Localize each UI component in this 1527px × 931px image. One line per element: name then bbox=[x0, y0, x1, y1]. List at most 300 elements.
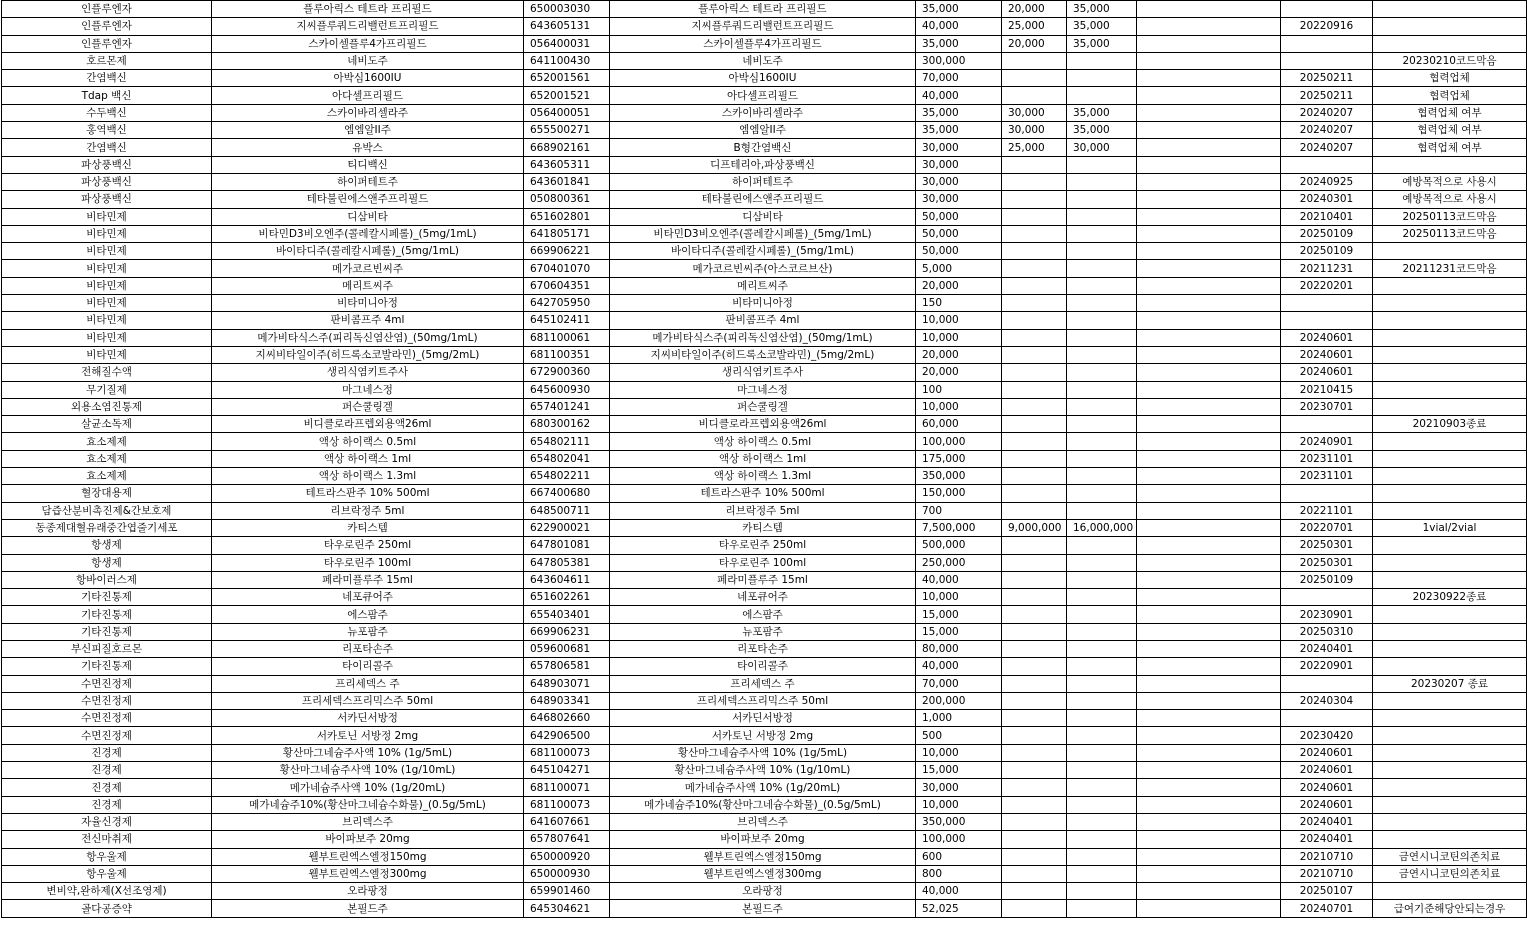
date-cell: 20230901 bbox=[1281, 606, 1373, 623]
date-cell bbox=[1281, 35, 1373, 52]
price-cell: 10,000 bbox=[916, 589, 1002, 606]
code-cell: 659901460 bbox=[524, 883, 610, 900]
price2-cell bbox=[1002, 295, 1067, 312]
price2-cell bbox=[1002, 658, 1067, 675]
note-cell bbox=[1373, 295, 1527, 312]
price2-cell bbox=[1002, 416, 1067, 433]
category-cell: 변비약,완하제(X선조영제) bbox=[2, 883, 212, 900]
price-cell: 600 bbox=[916, 848, 1002, 865]
blank-cell bbox=[1137, 312, 1281, 329]
code-cell: 645104271 bbox=[524, 762, 610, 779]
code-cell: 668902161 bbox=[524, 139, 610, 156]
category-cell: 항우울제 bbox=[2, 848, 212, 865]
category-cell: 항생제 bbox=[2, 537, 212, 554]
price2-cell bbox=[1002, 52, 1067, 69]
price2-cell: 30,000 bbox=[1002, 122, 1067, 139]
price3-cell: 16,000,000 bbox=[1067, 519, 1137, 536]
table-row bbox=[2, 18, 1527, 35]
table-row bbox=[2, 468, 1527, 485]
price-cell: 70,000 bbox=[916, 675, 1002, 692]
category-cell: 수면진정제 bbox=[2, 727, 212, 744]
category-cell: 파상풍백신 bbox=[2, 156, 212, 173]
note-cell bbox=[1373, 433, 1527, 450]
price-cell: 50,000 bbox=[916, 243, 1002, 260]
price-cell: 80,000 bbox=[916, 640, 1002, 657]
date-cell: 20240601 bbox=[1281, 779, 1373, 796]
price2-cell bbox=[1002, 468, 1067, 485]
product-name-cell: 플루아릭스 테트라 프리필드 bbox=[212, 1, 524, 18]
category-cell: 수면진정제 bbox=[2, 692, 212, 709]
product-name-cell: 엠엠알II주 bbox=[212, 122, 524, 139]
product-name-cell: 프리세덱스프리믹스주 50ml bbox=[212, 692, 524, 709]
blank-cell bbox=[1137, 225, 1281, 242]
price2-cell bbox=[1002, 191, 1067, 208]
note-cell bbox=[1373, 450, 1527, 467]
table-row bbox=[2, 433, 1527, 450]
generic-name-cell: 서카딘서방정 bbox=[610, 710, 916, 727]
product-name-cell: 바이타디주(콜레칼시페롤)_(5mg/1mL) bbox=[212, 243, 524, 260]
price-cell: 200,000 bbox=[916, 692, 1002, 709]
blank-cell bbox=[1137, 191, 1281, 208]
code-cell: 648500711 bbox=[524, 502, 610, 519]
blank-cell bbox=[1137, 295, 1281, 312]
date-cell bbox=[1281, 1, 1373, 18]
category-cell: 효소제제 bbox=[2, 433, 212, 450]
product-name-cell: 오라팡정 bbox=[212, 883, 524, 900]
table-row bbox=[2, 364, 1527, 381]
category-cell: 항우울제 bbox=[2, 865, 212, 882]
code-cell: 056400051 bbox=[524, 104, 610, 121]
blank-cell bbox=[1137, 70, 1281, 87]
code-cell: 647801081 bbox=[524, 537, 610, 554]
category-cell: 기타진통제 bbox=[2, 606, 212, 623]
price2-cell bbox=[1002, 260, 1067, 277]
product-name-cell: 서카토닌 서방정 2mg bbox=[212, 727, 524, 744]
date-cell bbox=[1281, 156, 1373, 173]
code-cell: 645600930 bbox=[524, 381, 610, 398]
price-cell: 30,000 bbox=[916, 156, 1002, 173]
price3-cell bbox=[1067, 571, 1137, 588]
date-cell: 20210710 bbox=[1281, 848, 1373, 865]
blank-cell bbox=[1137, 606, 1281, 623]
date-cell: 20250301 bbox=[1281, 554, 1373, 571]
note-cell bbox=[1373, 623, 1527, 640]
price3-cell: 35,000 bbox=[1067, 18, 1137, 35]
category-cell: 골다공증약 bbox=[2, 900, 212, 917]
date-cell: 20250301 bbox=[1281, 537, 1373, 554]
price2-cell bbox=[1002, 744, 1067, 761]
price3-cell bbox=[1067, 243, 1137, 260]
blank-cell bbox=[1137, 156, 1281, 173]
note-cell bbox=[1373, 796, 1527, 813]
price2-cell bbox=[1002, 485, 1067, 502]
price3-cell bbox=[1067, 364, 1137, 381]
blank-cell bbox=[1137, 848, 1281, 865]
price2-cell bbox=[1002, 243, 1067, 260]
blank-cell bbox=[1137, 364, 1281, 381]
code-cell: 657401241 bbox=[524, 398, 610, 415]
product-name-cell: 액상 하이랙스 1.3ml bbox=[212, 468, 524, 485]
generic-name-cell: 아박심1600IU bbox=[610, 70, 916, 87]
category-cell: 비타민제 bbox=[2, 312, 212, 329]
table-row bbox=[2, 208, 1527, 225]
blank-cell bbox=[1137, 658, 1281, 675]
generic-name-cell: 네비도주 bbox=[610, 52, 916, 69]
code-cell: 670401070 bbox=[524, 260, 610, 277]
date-cell: 20230701 bbox=[1281, 398, 1373, 415]
code-cell: 648903341 bbox=[524, 692, 610, 709]
date-cell: 20240601 bbox=[1281, 346, 1373, 363]
price-cell: 40,000 bbox=[916, 658, 1002, 675]
price-cell: 35,000 bbox=[916, 1, 1002, 18]
price3-cell bbox=[1067, 883, 1137, 900]
blank-cell bbox=[1137, 260, 1281, 277]
price3-cell bbox=[1067, 225, 1137, 242]
table-row bbox=[2, 606, 1527, 623]
price3-cell bbox=[1067, 900, 1137, 917]
category-cell: 진경제 bbox=[2, 744, 212, 761]
price3-cell bbox=[1067, 346, 1137, 363]
product-name-cell: 비디클로라프렙외용액26ml bbox=[212, 416, 524, 433]
price-cell: 10,000 bbox=[916, 796, 1002, 813]
generic-name-cell: 마그네스정 bbox=[610, 381, 916, 398]
price2-cell bbox=[1002, 796, 1067, 813]
price3-cell bbox=[1067, 173, 1137, 190]
price3-cell bbox=[1067, 623, 1137, 640]
table-row bbox=[2, 502, 1527, 519]
note-cell: 20230210코드막음 bbox=[1373, 52, 1527, 69]
generic-name-cell: 황산마그네슘주사액 10% (1g/10mL) bbox=[610, 762, 916, 779]
note-cell: 협력업체 여부 bbox=[1373, 104, 1527, 121]
price-cell: 15,000 bbox=[916, 623, 1002, 640]
generic-name-cell: 메가네슘주10%(황산마그네슘수화물)_(0.5g/5mL) bbox=[610, 796, 916, 813]
note-cell bbox=[1373, 468, 1527, 485]
table-row bbox=[2, 519, 1527, 536]
table-row bbox=[2, 865, 1527, 882]
price2-cell bbox=[1002, 900, 1067, 917]
generic-name-cell: 스카이셀플루4가프리필드 bbox=[610, 35, 916, 52]
category-cell: 진경제 bbox=[2, 779, 212, 796]
price-cell: 40,000 bbox=[916, 883, 1002, 900]
generic-name-cell: 바이타디주(콜레칼시페롤)_(5mg/1mL) bbox=[610, 243, 916, 260]
price2-cell bbox=[1002, 156, 1067, 173]
table-row bbox=[2, 727, 1527, 744]
code-cell: 650000920 bbox=[524, 848, 610, 865]
note-cell bbox=[1373, 883, 1527, 900]
price3-cell bbox=[1067, 485, 1137, 502]
price2-cell bbox=[1002, 87, 1067, 104]
product-name-cell: 카티스템 bbox=[212, 519, 524, 536]
note-cell bbox=[1373, 329, 1527, 346]
table-row bbox=[2, 485, 1527, 502]
table-body bbox=[2, 1, 1527, 918]
code-cell: 670604351 bbox=[524, 277, 610, 294]
price3-cell bbox=[1067, 295, 1137, 312]
category-cell: 간염백신 bbox=[2, 70, 212, 87]
category-cell: 효소제제 bbox=[2, 450, 212, 467]
table-row bbox=[2, 779, 1527, 796]
generic-name-cell: 본필드주 bbox=[610, 900, 916, 917]
code-cell: 646802660 bbox=[524, 710, 610, 727]
code-cell: 645102411 bbox=[524, 312, 610, 329]
price-cell: 10,000 bbox=[916, 744, 1002, 761]
table-row bbox=[2, 883, 1527, 900]
product-name-cell: 판비콤프주 4ml bbox=[212, 312, 524, 329]
price3-cell: 35,000 bbox=[1067, 35, 1137, 52]
category-cell: 간염백신 bbox=[2, 139, 212, 156]
price3-cell bbox=[1067, 52, 1137, 69]
price2-cell bbox=[1002, 364, 1067, 381]
generic-name-cell: 퍼슨쿨링겔 bbox=[610, 398, 916, 415]
table-row bbox=[2, 675, 1527, 692]
price3-cell bbox=[1067, 813, 1137, 830]
code-cell: 681100073 bbox=[524, 744, 610, 761]
price-cell: 7,500,000 bbox=[916, 519, 1002, 536]
code-cell: 647805381 bbox=[524, 554, 610, 571]
price3-cell bbox=[1067, 692, 1137, 709]
date-cell: 20210710 bbox=[1281, 865, 1373, 882]
category-cell: 기타진통제 bbox=[2, 658, 212, 675]
generic-name-cell: 에스팜주 bbox=[610, 606, 916, 623]
code-cell: 645304621 bbox=[524, 900, 610, 917]
price-cell: 35,000 bbox=[916, 122, 1002, 139]
price2-cell bbox=[1002, 606, 1067, 623]
price-cell: 10,000 bbox=[916, 398, 1002, 415]
product-name-cell: 스카이바리셀라주 bbox=[212, 104, 524, 121]
product-name-cell: 메가네슘주10%(황산마그네슘수화물)_(0.5g/5mL) bbox=[212, 796, 524, 813]
price-cell: 15,000 bbox=[916, 606, 1002, 623]
price3-cell bbox=[1067, 398, 1137, 415]
price3-cell: 35,000 bbox=[1067, 104, 1137, 121]
price-cell: 20,000 bbox=[916, 346, 1002, 363]
date-cell: 20240601 bbox=[1281, 329, 1373, 346]
category-cell: 혈장대용제 bbox=[2, 485, 212, 502]
price3-cell bbox=[1067, 796, 1137, 813]
category-cell: 비타민제 bbox=[2, 295, 212, 312]
code-cell: 657806581 bbox=[524, 658, 610, 675]
generic-name-cell: 판비콤프주 4ml bbox=[610, 312, 916, 329]
date-cell: 20221101 bbox=[1281, 502, 1373, 519]
category-cell: 수면진정제 bbox=[2, 710, 212, 727]
table-row bbox=[2, 225, 1527, 242]
product-name-cell: 웰부트린엑스엘정300mg bbox=[212, 865, 524, 882]
generic-name-cell: 서카토닌 서방정 2mg bbox=[610, 727, 916, 744]
table-row bbox=[2, 900, 1527, 917]
price-cell: 350,000 bbox=[916, 468, 1002, 485]
blank-cell bbox=[1137, 52, 1281, 69]
date-cell: 20220201 bbox=[1281, 277, 1373, 294]
price3-cell bbox=[1067, 156, 1137, 173]
code-cell: 681100351 bbox=[524, 346, 610, 363]
table-row bbox=[2, 813, 1527, 830]
blank-cell bbox=[1137, 519, 1281, 536]
date-cell bbox=[1281, 52, 1373, 69]
price2-cell bbox=[1002, 779, 1067, 796]
code-cell: 652001561 bbox=[524, 70, 610, 87]
generic-name-cell: 디프테리아,파상풍백신 bbox=[610, 156, 916, 173]
table-row bbox=[2, 191, 1527, 208]
price-cell: 100,000 bbox=[916, 831, 1002, 848]
product-name-cell: 네포큐어주 bbox=[212, 589, 524, 606]
code-cell: 650000930 bbox=[524, 865, 610, 882]
date-cell: 20240601 bbox=[1281, 364, 1373, 381]
category-cell: 비타민제 bbox=[2, 260, 212, 277]
code-cell: 622900021 bbox=[524, 519, 610, 536]
code-cell: 672900360 bbox=[524, 364, 610, 381]
category-cell: 비타민제 bbox=[2, 329, 212, 346]
table-row bbox=[2, 243, 1527, 260]
price3-cell bbox=[1067, 744, 1137, 761]
generic-name-cell: 액상 하이랙스 0.5ml bbox=[610, 433, 916, 450]
generic-name-cell: 리브락정주 5ml bbox=[610, 502, 916, 519]
generic-name-cell: 생리식염키트주사 bbox=[610, 364, 916, 381]
price3-cell bbox=[1067, 779, 1137, 796]
note-cell bbox=[1373, 346, 1527, 363]
price3-cell bbox=[1067, 554, 1137, 571]
price3-cell bbox=[1067, 433, 1137, 450]
price-cell: 175,000 bbox=[916, 450, 1002, 467]
category-cell: 비타민제 bbox=[2, 277, 212, 294]
table-row bbox=[2, 173, 1527, 190]
price-cell: 100 bbox=[916, 381, 1002, 398]
price-cell: 150 bbox=[916, 295, 1002, 312]
price3-cell bbox=[1067, 658, 1137, 675]
product-name-cell: 황산마그네슘주사액 10% (1g/10mL) bbox=[212, 762, 524, 779]
code-cell: 681100061 bbox=[524, 329, 610, 346]
table-row bbox=[2, 70, 1527, 87]
note-cell: 20211231코드막음 bbox=[1373, 260, 1527, 277]
generic-name-cell: 카티스템 bbox=[610, 519, 916, 536]
generic-name-cell: 액상 하이랙스 1ml bbox=[610, 450, 916, 467]
date-cell: 20240401 bbox=[1281, 813, 1373, 830]
date-cell: 20220701 bbox=[1281, 519, 1373, 536]
price3-cell bbox=[1067, 762, 1137, 779]
blank-cell bbox=[1137, 346, 1281, 363]
product-name-cell: 티디백신 bbox=[212, 156, 524, 173]
price-cell: 350,000 bbox=[916, 813, 1002, 830]
code-cell: 654802041 bbox=[524, 450, 610, 467]
date-cell: 20220901 bbox=[1281, 658, 1373, 675]
product-name-cell: 하이퍼테트주 bbox=[212, 173, 524, 190]
product-name-cell: 비타민D3비오엔주(콜레칼시페롤)_(5mg/1mL) bbox=[212, 225, 524, 242]
note-cell: 20230207 종료 bbox=[1373, 675, 1527, 692]
table-row bbox=[2, 139, 1527, 156]
code-cell: 667400680 bbox=[524, 485, 610, 502]
note-cell: 협력업체 여부 bbox=[1373, 139, 1527, 156]
table-row bbox=[2, 346, 1527, 363]
generic-name-cell: 플루아릭스 테트라 프리필드 bbox=[610, 1, 916, 18]
price2-cell: 20,000 bbox=[1002, 1, 1067, 18]
price3-cell bbox=[1067, 589, 1137, 606]
product-name-cell: 스카이셀플루4가프리필드 bbox=[212, 35, 524, 52]
note-cell: 협력업체 여부 bbox=[1373, 122, 1527, 139]
price2-cell bbox=[1002, 433, 1067, 450]
price-cell: 20,000 bbox=[916, 277, 1002, 294]
note-cell bbox=[1373, 312, 1527, 329]
price2-cell bbox=[1002, 640, 1067, 657]
generic-name-cell: 오라팡정 bbox=[610, 883, 916, 900]
price2-cell bbox=[1002, 675, 1067, 692]
note-cell: 20250113코드막음 bbox=[1373, 225, 1527, 242]
table-row bbox=[2, 312, 1527, 329]
code-cell: 059600681 bbox=[524, 640, 610, 657]
note-cell: 20230922종료 bbox=[1373, 589, 1527, 606]
blank-cell bbox=[1137, 468, 1281, 485]
generic-name-cell: 타우로린주 100ml bbox=[610, 554, 916, 571]
blank-cell bbox=[1137, 502, 1281, 519]
product-name-cell: 네비도주 bbox=[212, 52, 524, 69]
price2-cell bbox=[1002, 208, 1067, 225]
price3-cell bbox=[1067, 468, 1137, 485]
date-cell: 20250109 bbox=[1281, 571, 1373, 588]
table-row bbox=[2, 796, 1527, 813]
price-cell: 500,000 bbox=[916, 537, 1002, 554]
price2-cell bbox=[1002, 848, 1067, 865]
blank-cell bbox=[1137, 762, 1281, 779]
category-cell: 수면진정제 bbox=[2, 675, 212, 692]
price-cell: 60,000 bbox=[916, 416, 1002, 433]
category-cell: 항생제 bbox=[2, 554, 212, 571]
product-name-cell: 본필드주 bbox=[212, 900, 524, 917]
note-cell bbox=[1373, 381, 1527, 398]
note-cell: 급여기준해당안되는경우 bbox=[1373, 900, 1527, 917]
code-cell: 641607661 bbox=[524, 813, 610, 830]
price2-cell bbox=[1002, 329, 1067, 346]
price2-cell bbox=[1002, 727, 1067, 744]
price-cell: 15,000 bbox=[916, 762, 1002, 779]
product-name-cell: 리포타손주 bbox=[212, 640, 524, 657]
product-name-cell: 메리트씨주 bbox=[212, 277, 524, 294]
table-row bbox=[2, 450, 1527, 467]
date-cell: 20211231 bbox=[1281, 260, 1373, 277]
note-cell bbox=[1373, 813, 1527, 830]
note-cell bbox=[1373, 658, 1527, 675]
price-cell: 1,000 bbox=[916, 710, 1002, 727]
note-cell: 금연시니코틴의존치료 bbox=[1373, 865, 1527, 882]
category-cell: 담즙산분비촉진제&간보호제 bbox=[2, 502, 212, 519]
date-cell: 20240301 bbox=[1281, 191, 1373, 208]
note-cell: 20250113코드막음 bbox=[1373, 208, 1527, 225]
note-cell bbox=[1373, 485, 1527, 502]
table-row bbox=[2, 762, 1527, 779]
price-cell: 250,000 bbox=[916, 554, 1002, 571]
price-cell: 20,000 bbox=[916, 364, 1002, 381]
price2-cell: 25,000 bbox=[1002, 18, 1067, 35]
code-cell: 648903071 bbox=[524, 675, 610, 692]
product-name-cell: 테타불린에스앤주프리필드 bbox=[212, 191, 524, 208]
blank-cell bbox=[1137, 243, 1281, 260]
blank-cell bbox=[1137, 381, 1281, 398]
price2-cell bbox=[1002, 173, 1067, 190]
price3-cell bbox=[1067, 191, 1137, 208]
price-cell: 30,000 bbox=[916, 779, 1002, 796]
blank-cell bbox=[1137, 398, 1281, 415]
category-cell: 인플루엔자 bbox=[2, 18, 212, 35]
generic-name-cell: 메가네슘주사액 10% (1g/20mL) bbox=[610, 779, 916, 796]
price3-cell bbox=[1067, 416, 1137, 433]
generic-name-cell: 비타민D3비오엔주(콜레칼시페롤)_(5mg/1mL) bbox=[610, 225, 916, 242]
code-cell: 650003030 bbox=[524, 1, 610, 18]
price2-cell bbox=[1002, 554, 1067, 571]
blank-cell bbox=[1137, 416, 1281, 433]
price3-cell bbox=[1067, 537, 1137, 554]
price3-cell bbox=[1067, 312, 1137, 329]
product-name-cell: 바이파보주 20mg bbox=[212, 831, 524, 848]
code-cell: 643601841 bbox=[524, 173, 610, 190]
product-name-cell: 유박스 bbox=[212, 139, 524, 156]
product-name-cell: 프리세덱스 주 bbox=[212, 675, 524, 692]
category-cell: 파상풍백신 bbox=[2, 173, 212, 190]
